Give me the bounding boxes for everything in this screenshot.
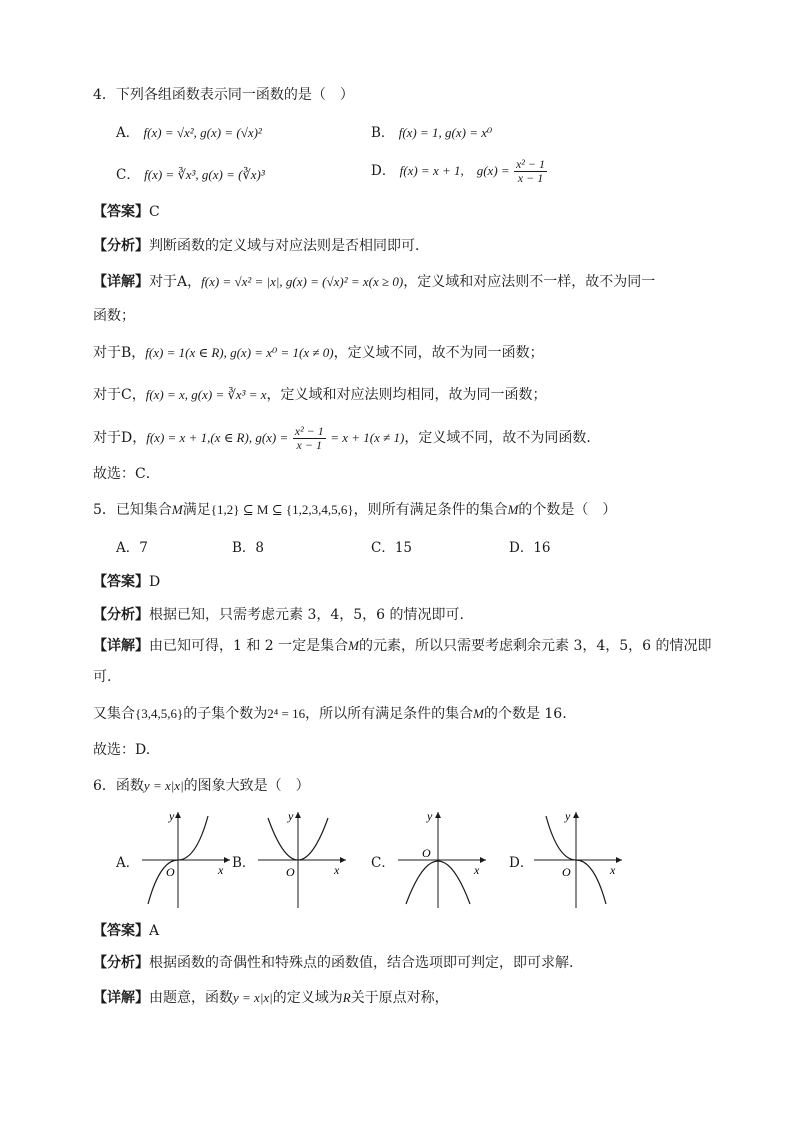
detail-math: y = x|x| [233, 990, 273, 1005]
q4-option-c-math: f(x) = ∛x³, g(x) = (∛x)³ [144, 167, 265, 182]
q4-option-b-label: B． [371, 125, 395, 141]
stem-math: y = x|x| [143, 778, 184, 793]
answer-tag: 【答案】 [93, 204, 149, 220]
detail-var: R [342, 990, 351, 1005]
stem-text: ，则所有满足条件的集合 [353, 502, 508, 518]
stem-text: 的图象大致是（ ） [183, 778, 310, 794]
q5-detail-cont: 可. [93, 669, 112, 685]
y-arrow-icon [573, 812, 579, 818]
q4-answer [93, 202, 160, 222]
detail-tag: 【详解】 [93, 990, 149, 1006]
q4-detail-a-cont: 函数； [93, 308, 135, 324]
analysis-text: 判断函数的定义域与对应法则是否相同即可． [149, 238, 429, 254]
detail-text: 对于A， [149, 274, 202, 290]
origin-label: O [166, 865, 175, 879]
q5-answer [93, 572, 160, 592]
x-label: x [218, 863, 224, 877]
fraction-numerator: x² − 1 [294, 423, 324, 438]
q5-option-b: B．8 [232, 540, 265, 556]
x-label: x [474, 863, 480, 877]
q5-stem [93, 500, 616, 520]
origin-label: O [286, 865, 295, 879]
q4-option-d [371, 158, 547, 185]
detail-fraction [293, 425, 326, 452]
q4-detail-a [93, 272, 655, 292]
detail-math: = x + 1(x ≠ 1) [330, 430, 405, 445]
q5-option-a: A．7 [116, 540, 148, 556]
q4-option-c-label: C． [116, 167, 140, 183]
analysis-tag: 【分析】 [93, 955, 149, 971]
fraction-denominator: x − 1 [296, 437, 322, 452]
q4-analysis [93, 236, 429, 256]
detail-math: f(x) = x + 1,(x ∈ R), g(x) = [146, 430, 289, 445]
q6-graph-label-d: D． [509, 855, 534, 871]
q6-graph-label-c: C． [371, 855, 395, 871]
y-arrow-icon [175, 812, 181, 818]
q4-option-a-math: f(x) = √x², g(x) = (√x)² [143, 125, 262, 140]
detail-text: ，定义域不同，故不为同函数． [404, 430, 601, 446]
x-arrow-icon [224, 857, 230, 863]
detail-math: f(x) = x, g(x) = ∛x³ = x [145, 387, 267, 402]
detail-text: 的元素，所以只需要考虑剩余元素 3，4，5，6 的情况即 [359, 638, 712, 654]
q4-option-a [116, 123, 262, 143]
q4-detail-d [93, 422, 600, 454]
y-label: y [565, 809, 571, 823]
answer-tag: 【答案】 [93, 574, 149, 590]
q5-detail-subsets [93, 704, 567, 724]
q5-choose: 故选：D. [93, 742, 151, 758]
q6-graph-c [392, 808, 492, 910]
y-arrow-icon [435, 812, 441, 818]
q6-stem [93, 776, 310, 796]
curve-left [546, 816, 576, 860]
x-label: x [334, 863, 340, 877]
stem-text: 6．函数 [93, 778, 144, 794]
q4-detail-c [93, 385, 547, 405]
detail-text: 对于B， [93, 345, 146, 361]
analysis-tag: 【分析】 [93, 238, 149, 254]
answer-tag: 【答案】 [93, 923, 149, 939]
x-arrow-icon [480, 857, 486, 863]
origin-label: O [422, 846, 431, 860]
detail-text: ，定义域和对应法则不一样，故不为同一 [403, 274, 656, 290]
q4-choose: 故选：C． [93, 466, 160, 482]
fraction-numerator: x² − 1 [515, 157, 546, 171]
stem-text: 的个数是（ ） [518, 502, 617, 518]
detail-text: 由题意，函数 [149, 990, 233, 1006]
y-label: y [288, 809, 294, 823]
q6-graph-b [252, 808, 352, 910]
answer-value: D [149, 574, 161, 590]
detail-text: 对于C， [93, 387, 146, 403]
q6-analysis [93, 953, 573, 973]
detail-set: {3,4,5,6} [135, 706, 184, 721]
q4-option-c [116, 165, 265, 185]
detail-math: f(x) = √x² = |x|, g(x) = (√x)² = x(x ≥ 0) [201, 274, 404, 289]
detail-text: 由已知可得，1 和 2 一定是集合 [149, 638, 349, 654]
x-arrow-icon [340, 857, 346, 863]
detail-var: M [348, 638, 360, 653]
q4-option-b [371, 123, 492, 143]
q4-option-a-label: A． [116, 125, 140, 141]
stem-text: 5．已知集合 [93, 502, 172, 518]
q6-detail [93, 988, 449, 1008]
detail-text: 的定义域为 [272, 990, 343, 1006]
y-arrow-icon [295, 812, 301, 818]
detail-var: M [473, 706, 484, 721]
stem-text: 满足 [182, 502, 211, 518]
q6-graph-label-a: A． [116, 855, 140, 871]
answer-value: A [149, 923, 160, 939]
detail-math: 2⁴ = 16 [267, 706, 306, 721]
q6-graph-d [528, 808, 628, 910]
detail-tag: 【详解】 [93, 638, 149, 654]
detail-tag: 【详解】 [93, 274, 149, 290]
detail-text: ，定义域和对应法则均相同，故为同一函数； [266, 387, 547, 403]
detail-text: 又集合 [93, 706, 135, 722]
detail-text: ，定义域不同，故不为同一函数； [333, 345, 544, 361]
q4-option-b-math: f(x) = 1, g(x) = x⁰ [398, 125, 493, 140]
stem-set: {1,2} ⊆ M ⊆ {1,2,3,4,5,6} [210, 502, 354, 517]
q5-detail [93, 636, 712, 656]
q6-answer [93, 921, 159, 941]
analysis-tag: 【分析】 [93, 607, 149, 623]
detail-math: f(x) = 1(x ∈ R), g(x) = x⁰ = 1(x ≠ 0) [145, 345, 334, 360]
detail-text: 的子集个数为 [183, 706, 268, 722]
q5-option-c: C．15 [371, 540, 413, 556]
curve-right [178, 816, 208, 860]
analysis-text: 根据已知，只需考虑元素 3，4，5，6 的情况即可. [149, 607, 464, 623]
q4-option-d-label: D． [371, 163, 396, 179]
q5-option-d: D．16 [509, 540, 551, 556]
stem-var: M [507, 502, 519, 517]
stem-var: M [171, 502, 183, 517]
x-arrow-icon [616, 857, 622, 863]
q4-stem: 4．下列各组函数表示同一函数的是（ ） [93, 87, 354, 103]
q4-option-d-math: f(x) = x + 1, g(x) = [399, 163, 510, 178]
q4-option-d-fraction [514, 158, 547, 185]
x-label: x [610, 863, 616, 877]
answer-value: C [149, 204, 160, 220]
q4-detail-b [93, 343, 544, 363]
origin-label: O [562, 865, 571, 879]
detail-text: ，所以所有满足条件的集合 [305, 706, 474, 722]
q5-analysis [93, 605, 464, 625]
y-label: y [427, 809, 433, 823]
q6-graph-a [136, 808, 236, 910]
curve-right [576, 860, 606, 904]
detail-text: 对于D， [93, 430, 147, 446]
y-label: y [169, 809, 175, 823]
fraction-denominator: x − 1 [517, 171, 544, 185]
detail-text: 关于原点对称， [350, 990, 449, 1006]
q6-graph-label-b: B． [232, 855, 256, 871]
detail-text: 的个数是 16. [483, 706, 567, 722]
analysis-text: 根据函数的奇偶性和特殊点的函数值，结合选项即可判定，即可求解. [149, 955, 574, 971]
